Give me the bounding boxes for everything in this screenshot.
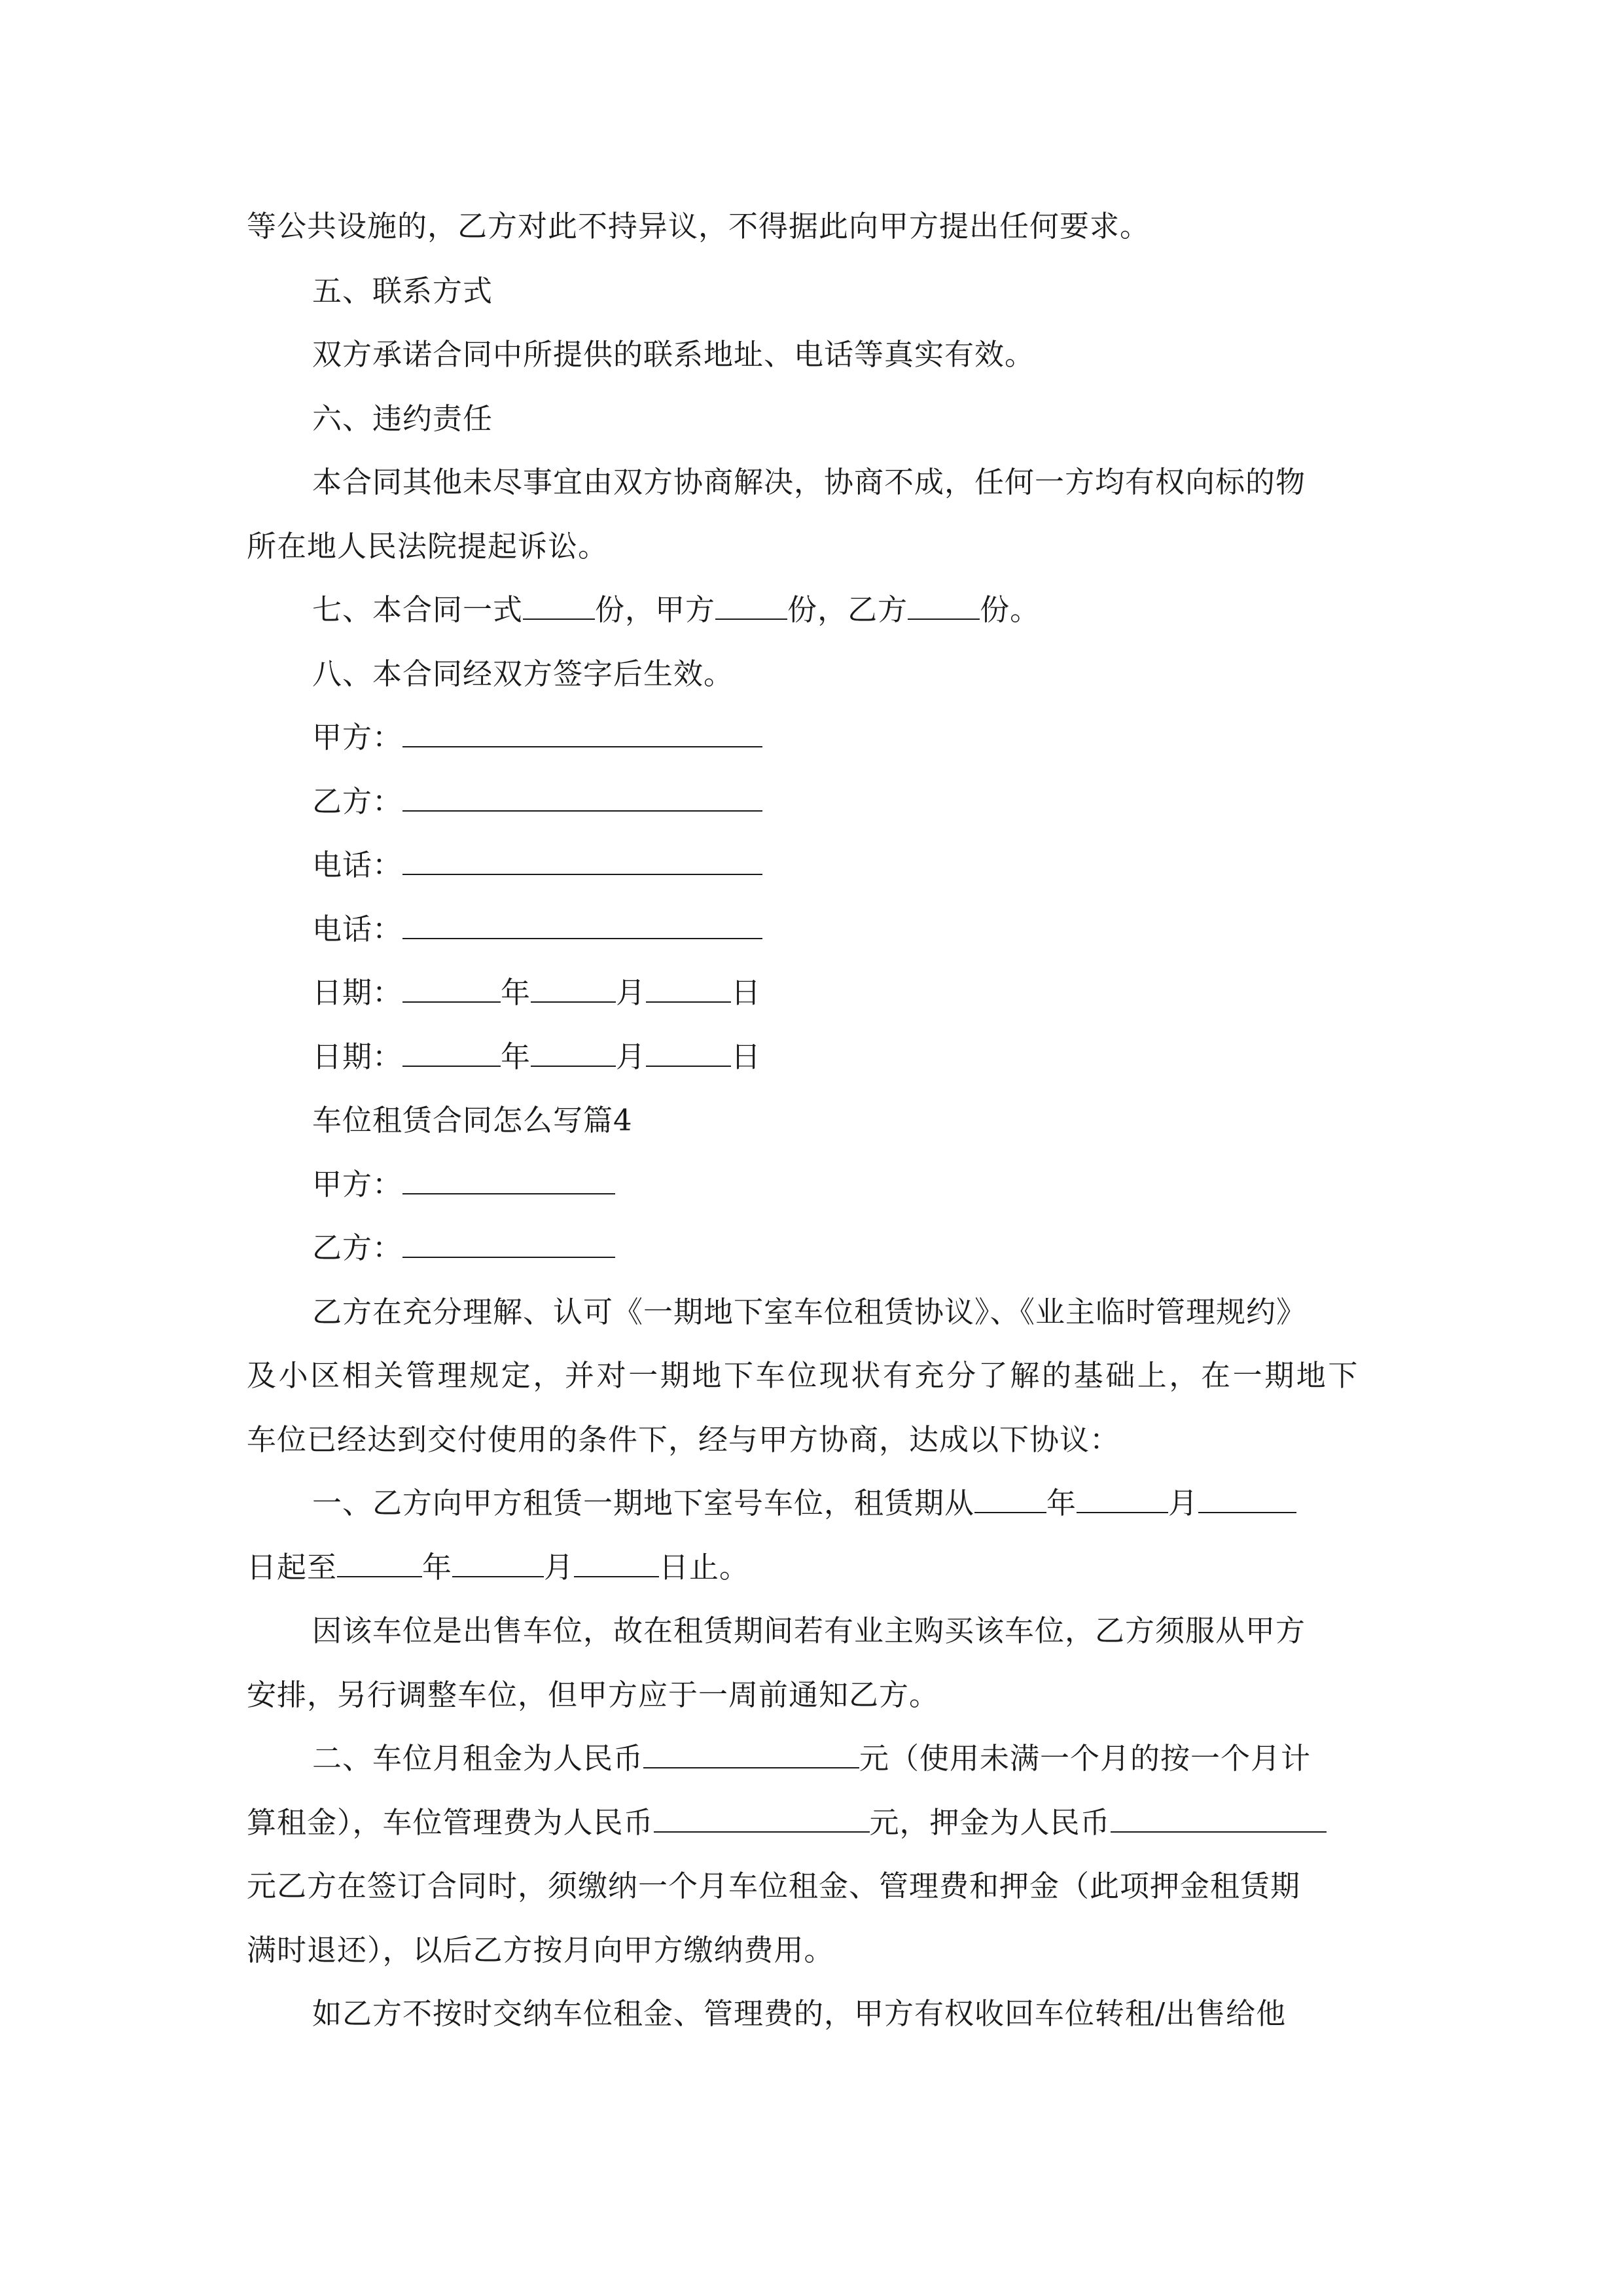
signature-label: 日期： xyxy=(312,975,403,1010)
clause-one-prefix: 一、乙方向甲方租赁一期地下室号车位，租赁期从 xyxy=(312,1486,975,1520)
date-year-blank xyxy=(402,975,501,1003)
copies-total-blank xyxy=(523,592,595,620)
signature-label: 电话： xyxy=(312,912,403,946)
date-day-blank xyxy=(646,975,731,1003)
signature-blank xyxy=(402,848,762,875)
paragraph-line: 满时退还），以后乙方按月向甲方缴纳费用。 xyxy=(247,1933,834,1967)
date-day-blank xyxy=(646,1039,731,1067)
month-label: 月 xyxy=(1168,1486,1199,1520)
year-label: 年 xyxy=(422,1550,453,1585)
signature-label: 乙方： xyxy=(312,784,403,819)
copies-clause xyxy=(312,590,1444,630)
lease-start-year-blank xyxy=(974,1486,1046,1513)
copies-a-blank xyxy=(715,592,787,620)
paragraph-line: 元乙方在签订合同时，须缴纳一个月车位租金、管理费和押金（此项押金租赁期 xyxy=(247,1869,1301,1903)
signature-blank xyxy=(402,912,762,939)
copies-sep-a: ，甲方 xyxy=(625,592,716,627)
lease-end-year-blank xyxy=(337,1550,422,1577)
rent-amount-blank xyxy=(643,1741,859,1768)
signature-phone-a xyxy=(312,846,1444,885)
clause-two-line2-mid: 元，押金为人民币 xyxy=(869,1805,1111,1840)
copies-sep-b: ，乙方 xyxy=(817,592,908,627)
date-year-label: 年 xyxy=(501,1039,531,1074)
party-label: 乙方： xyxy=(312,1230,403,1265)
paragraph-line: 所在地人民法院提起诉讼。 xyxy=(247,529,609,564)
paragraph-line: 乙方在充分理解、认可《一期地下室车位租赁协议》、《业主临时管理规约》 xyxy=(312,1295,1307,1329)
party-a-blank xyxy=(402,1167,615,1194)
clause-two-suffix: 元（使用未满一个月的按一个月计 xyxy=(859,1741,1311,1776)
paragraph-line: 八、本合同经双方签字后生效。 xyxy=(312,656,734,691)
clause-two-line xyxy=(312,1739,1444,1778)
date-month-label: 月 xyxy=(616,1039,647,1074)
clause-two-line2-prefix: 算租金），车位管理费为人民币 xyxy=(247,1805,654,1840)
paragraph-line: 如乙方不按时交纳车位租金、管理费的，甲方有权收回车位转租/出售给他 xyxy=(312,1996,1287,2031)
section-heading-liability: 六、违约责任 xyxy=(312,401,493,436)
signature-blank xyxy=(402,784,762,812)
lease-start-month-blank xyxy=(1077,1486,1168,1513)
clause-one-line-2 xyxy=(247,1548,1379,1587)
lease-start-day-blank xyxy=(1198,1486,1296,1513)
paragraph-line: 等公共设施的，乙方对此不持异议，不得据此向甲方提出任何要求。 xyxy=(247,209,1150,243)
signature-date-a xyxy=(312,973,1444,1013)
clause-two-prefix: 二、车位月租金为人民币 xyxy=(312,1741,644,1776)
lease-end-month-blank xyxy=(452,1550,544,1577)
date-month-blank xyxy=(531,1039,616,1067)
clause-one-end: 日止。 xyxy=(659,1550,750,1585)
signature-phone-b xyxy=(312,910,1444,949)
party-label: 甲方： xyxy=(312,1167,403,1202)
copies-b-blank xyxy=(908,592,980,620)
signature-party-a xyxy=(312,718,1444,757)
party-b-blank xyxy=(402,1230,615,1258)
management-fee-blank xyxy=(654,1805,870,1833)
paragraph-line: 因该车位是出售车位，故在租赁期间若有业主购买该车位，乙方须服从甲方 xyxy=(312,1613,1306,1648)
signature-label: 电话： xyxy=(312,848,403,882)
copies-unit: 份 xyxy=(595,592,626,627)
signature-label: 日期： xyxy=(312,1039,403,1074)
signature-label: 甲方： xyxy=(312,720,403,755)
copies-unit: 份 xyxy=(787,592,818,627)
paragraph-line: 安排，另行调整车位，但甲方应于一周前通知乙方。 xyxy=(247,1677,940,1712)
signature-party-b xyxy=(312,782,1444,821)
paragraph-line: 本合同其他未尽事宜由双方协商解决，协商不成，任何一方均有权向标的物 xyxy=(312,465,1306,499)
date-day-label: 日 xyxy=(731,1039,762,1074)
party-b-line xyxy=(312,1229,1444,1268)
copies-end: 。 xyxy=(1010,592,1041,627)
party-a-line xyxy=(312,1165,1444,1204)
clause-two-line-2 xyxy=(247,1803,1379,1842)
signature-date-b xyxy=(312,1037,1444,1077)
paragraph-line: 双方承诺合同中所提供的联系地址、电话等真实有效。 xyxy=(312,337,1035,372)
date-month-label: 月 xyxy=(616,975,647,1010)
clause-one-line xyxy=(312,1484,1444,1523)
date-year-label: 年 xyxy=(501,975,531,1010)
copies-prefix: 七、本合同一式 xyxy=(312,592,524,627)
paragraph-line: 及小区相关管理规定，并对一期地下车位现状有充分了解的基础上，在一期地下 xyxy=(247,1358,1361,1393)
clause-one-from: 日起至 xyxy=(247,1550,338,1585)
month-label: 月 xyxy=(544,1550,575,1585)
date-year-blank xyxy=(402,1039,501,1067)
date-day-label: 日 xyxy=(731,975,762,1010)
signature-blank xyxy=(402,720,762,747)
copies-unit: 份 xyxy=(980,592,1010,627)
paragraph-line: 车位已经达到交付使用的条件下，经与甲方协商，达成以下协议： xyxy=(247,1422,1120,1457)
year-label: 年 xyxy=(1046,1486,1077,1520)
deposit-blank xyxy=(1111,1805,1327,1833)
lease-end-day-blank xyxy=(574,1550,659,1577)
section-title: 车位租赁合同怎么写篇4 xyxy=(312,1103,633,1138)
date-month-blank xyxy=(531,975,616,1003)
section-heading-contact: 五、联系方式 xyxy=(312,274,493,308)
